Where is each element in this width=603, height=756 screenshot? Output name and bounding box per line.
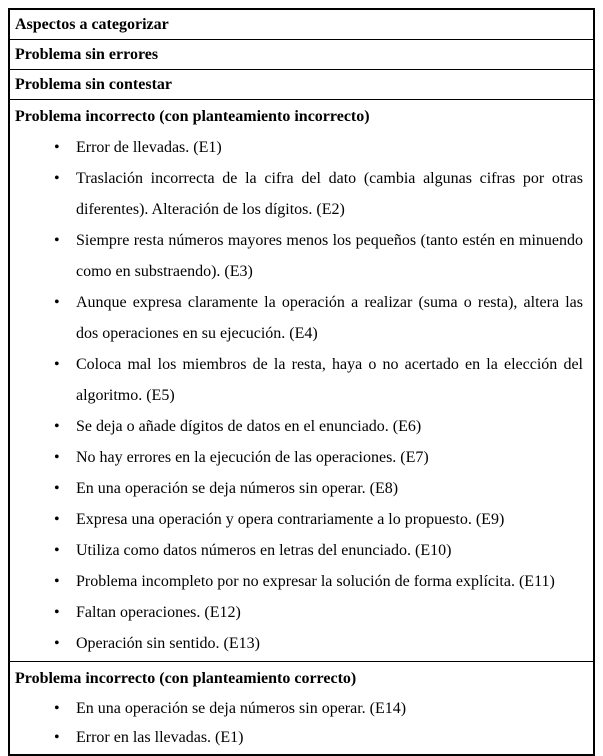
bullet-icon: • [54,729,60,746]
list-item [10,566,593,597]
list-item [10,694,593,723]
bullet-icon: • [54,604,60,621]
list-item-text: Error en las llevadas. (E1) [76,729,244,746]
list-item [10,597,593,628]
table-row-planteamiento-correcto [10,662,593,754]
list-item-text: Operación sin sentido. (E13) [76,635,260,652]
bullet-icon: • [54,700,60,717]
error-list-planteamiento-incorrecto [10,132,593,661]
section-header-planteamiento-incorrecto: Problema incorrecto (con planteamiento incorrecto) [15,108,370,125]
list-item-text: Aunque expresa claramente la operación a realizar (suma o resta), altera las dos operaciones en su ejecución. (E4) [76,294,583,342]
row-header-sin-contestar: Problema sin contestar [15,76,173,93]
list-item [10,504,593,535]
categorization-table [8,8,595,756]
list-item [10,225,593,287]
list-item [10,723,593,752]
list-item-text: Error de llevadas. (E1) [76,139,222,156]
list-item [10,535,593,566]
list-item [10,411,593,442]
bullet-icon: • [54,449,60,466]
list-item-text: En una operación se deja números sin operar. (E8) [76,480,399,497]
bullet-icon: • [54,418,60,435]
row-header-sin-errores: Problema sin errores [15,46,159,63]
list-item-text: Traslación incorrecta de la cifra del dato (cambia algunas cifras por otras diferentes). Alteración de los dígitos. (E2) [76,170,583,218]
list-item-text: Utiliza como datos números en letras del enunciado. (E10) [76,542,452,559]
list-item-text: Se deja o añade dígitos de datos en el enunciado. (E6) [76,418,422,435]
list-item [10,132,593,163]
list-item-text: Siempre resta números mayores menos los pequeños (tanto estén en minuendo como en substraendo). (E3) [76,232,583,280]
list-item [10,163,593,225]
list-item [10,287,593,349]
bullet-icon: • [54,573,60,590]
table-row-sin-errores [10,40,593,70]
list-item [10,442,593,473]
section-header-planteamiento-correcto: Problema incorrecto (con planteamiento correcto) [15,670,357,687]
list-item-text: Problema incompleto por no expresar la solución de forma explícita. (E11) [76,573,555,590]
bullet-icon: • [54,170,60,187]
list-item-text: No hay errores en la ejecución de las operaciones. (E7) [76,449,429,466]
bullet-icon: • [54,542,60,559]
error-list-planteamiento-correcto [10,694,593,754]
bullet-icon: • [54,232,60,249]
list-item-text: Expresa una operación y opera contrariamente a lo propuesto. (E9) [76,511,505,528]
list-item-text: Coloca mal los miembros de la resta, haya o no acertado en la elección del algoritmo. (E5) [76,356,583,404]
bullet-icon: • [54,139,60,156]
list-item [10,628,593,659]
list-item-text: En una operación se deja números sin operar. (E14) [76,700,407,717]
bullet-icon: • [54,635,60,652]
table-row-aspectos [10,10,593,40]
list-item-text: Faltan operaciones. (E12) [76,604,241,621]
row-header-aspectos: Aspectos a categorizar [15,16,169,33]
list-item [10,473,593,504]
bullet-icon: • [54,480,60,497]
bullet-icon: • [54,294,60,311]
bullet-icon: • [54,511,60,528]
table-row-planteamiento-incorrecto [10,100,593,662]
table-row-sin-contestar [10,70,593,100]
bullet-icon: • [54,356,60,373]
list-item [10,349,593,411]
